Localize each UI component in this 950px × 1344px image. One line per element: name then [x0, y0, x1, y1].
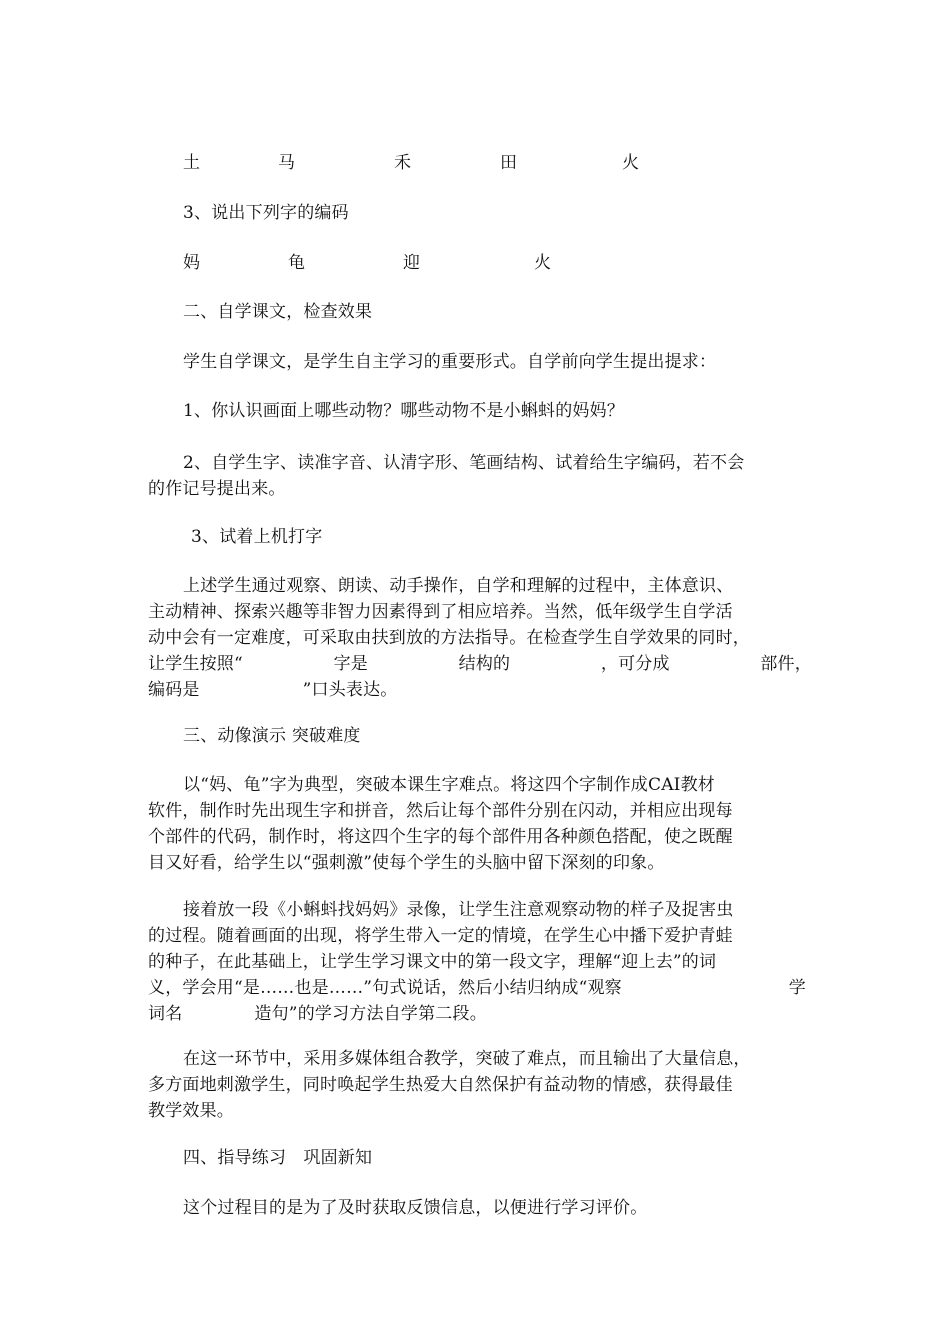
fill-in-text: ”口头表达。: [302, 680, 398, 700]
fill-in-text: 字是: [333, 654, 368, 674]
paragraph-line: 多方面地刺激学生，同时唤起学生热爱大自然保护有益动物的情感，获得最佳: [148, 1075, 733, 1095]
fill-in-text: 部件，: [760, 654, 812, 674]
paragraph-line-fill-in: [148, 1001, 812, 1027]
char-item: 火: [534, 253, 552, 273]
paragraph-line: 软件，制作时先出现生字和拼音，然后让每个部件分别在闪动，并相应出现每: [148, 801, 733, 821]
requirement-2: [148, 450, 812, 502]
fill-in-text: 造句”的学习方法自学第二段。: [254, 1004, 487, 1024]
char-item: 迎: [403, 253, 421, 273]
paragraph-line: 动中会有一定难度，可采取由扶到放的方法指导。在检查学生自学效果的同时，: [148, 628, 750, 648]
paragraph-line: 上述学生通过观察、朗读、动手操作，自学和理解的过程中，主体意识、: [183, 576, 734, 596]
paragraph-line-fill-in: [148, 677, 812, 703]
item-3-label: 3、说出下列字的编码: [183, 203, 349, 223]
section-2-intro: 学生自学课文，是学生自主学习的重要形式。自学前向学生提出提求：: [183, 352, 717, 372]
paragraph-line-fill-in: [148, 651, 812, 677]
section-2-heading: 二、自学课文，检查效果: [183, 302, 373, 322]
paragraph-line: 以“妈、龟”字为典型，突破本课生字难点。将这四个字制作成CAI教材: [183, 775, 715, 795]
char-item: 田: [500, 153, 518, 173]
fill-in-text: 让学生按照“: [148, 654, 243, 674]
paragraph-line: 教学效果。: [148, 1101, 234, 1121]
paragraph-animation: [148, 772, 812, 876]
requirement-2-line: 的作记号提出来。: [148, 479, 286, 499]
fill-in-text: 学: [788, 978, 806, 998]
fill-in-text: 编码是: [148, 680, 200, 700]
paragraph-line: 目又好看，给学生以“强刺激”使每个学生的头脑中留下深刻的印象。: [148, 853, 665, 873]
section-3-heading: 三、动像演示 突破难度: [183, 726, 361, 746]
paragraph-line: 的种子，在此基础上，让学生学习课文中的第一段文字，理解“迎上去”的词: [148, 952, 717, 972]
requirement-1: 1、你认识画面上哪些动物？哪些动物不是小蝌蚪的妈妈？: [183, 401, 625, 421]
char-item: 火: [622, 153, 640, 173]
fill-in-text: ，可分成: [600, 654, 670, 674]
char-item: 土: [183, 153, 201, 173]
char-item: 马: [278, 153, 296, 173]
char-item: 妈: [183, 253, 201, 273]
requirement-2-line: 2、自学生字、读准字音、认清字形、笔画结构、试着给生字编码，若不会: [183, 453, 745, 473]
char-item: 龟: [288, 253, 306, 273]
paragraph-self-study: [148, 573, 812, 703]
char-item: 禾: [394, 153, 412, 173]
section-4-text: 这个过程目的是为了及时获取反馈信息，以便进行学习评价。: [183, 1198, 648, 1218]
requirement-3: 3、试着上机打字: [191, 527, 323, 547]
paragraph-line: 个部件的代码，制作时，将这四个生字的每个部件用各种颜色搭配，使之既醒: [148, 827, 733, 847]
paragraph-line: 接着放一段《小蝌蚪找妈妈》录像，让学生注意观察动物的样子及捉害虫: [183, 900, 734, 920]
fill-in-text: 结构的: [458, 654, 511, 674]
fill-in-text: 词名: [148, 1004, 183, 1024]
paragraph-video: [148, 897, 812, 1027]
fill-in-text: 义，学会用“是……也是……”句式说话，然后小结归纳成“观察: [148, 978, 622, 998]
paragraph-multimedia: [148, 1046, 812, 1124]
paragraph-line: 的过程。随着画面的出现，将学生带入一定的情境，在学生心中播下爱护青蛙: [148, 926, 733, 946]
paragraph-line-fill-in: [148, 975, 812, 1001]
paragraph-line: 主动精神、探索兴趣等非智力因素得到了相应培养。当然，低年级学生自学活: [148, 602, 733, 622]
section-4-heading: 四、指导练习 巩固新知: [183, 1148, 373, 1168]
paragraph-line: 在这一环节中，采用多媒体组合教学，突破了难点，而且输出了大量信息，: [183, 1049, 751, 1069]
